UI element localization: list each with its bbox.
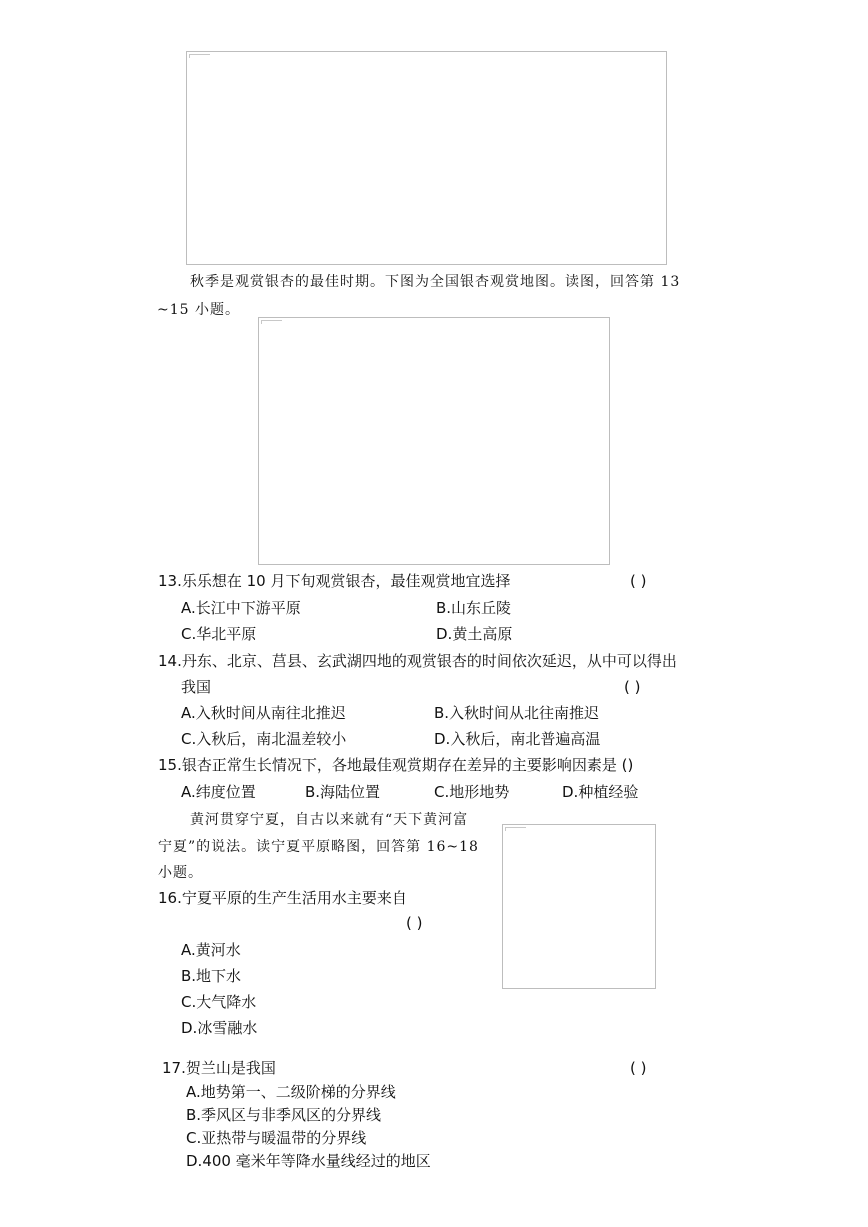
q17-answer-paren: ( ) — [630, 1059, 647, 1077]
q13-stem: 13.乐乐想在 10 月下旬观赏银杏，最佳观赏地宜选择 — [158, 572, 511, 590]
q14-answer-paren: ( ) — [624, 678, 641, 696]
intro-16-18-line3: 小题。 — [158, 865, 203, 881]
q13-option-d: D.黄土高原 — [436, 625, 513, 643]
q17-stem: 17.贺兰山是我国 — [162, 1059, 276, 1077]
broken-image-icon — [261, 320, 282, 324]
q13-option-b: B.山东丘陵 — [436, 599, 512, 617]
broken-image-icon — [189, 54, 210, 58]
q14-stem-line2: 我国 — [181, 678, 212, 696]
q13-answer-paren: ( ) — [630, 572, 647, 590]
ginkgo-map-figure — [258, 317, 610, 565]
q13-option-c: C.华北平原 — [181, 625, 257, 643]
intro-16-18-line1: 黄河贯穿宁夏，自古以来就有“天下黄河富 — [190, 812, 469, 828]
q17-option-b: B.季风区与非季风区的分界线 — [186, 1106, 382, 1124]
q13-option-a: A.长江中下游平原 — [181, 599, 301, 617]
q16-option-c: C.大气降水 — [181, 993, 257, 1011]
q14-option-d: D.入秋后，南北普遍高温 — [434, 730, 601, 748]
q15-option-a: A.纬度位置 — [181, 783, 256, 801]
broken-image-icon — [505, 827, 526, 831]
q15-option-d: D.种植经验 — [562, 783, 639, 801]
q14-option-c: C.入秋后，南北温差较小 — [181, 730, 347, 748]
q14-stem-line1: 14.丹东、北京、莒县、玄武湖四地的观赏银杏的时间依次延迟，从中可以得出 — [158, 652, 677, 670]
intro-16-18-line2: 宁夏”的说法。读宁夏平原略图，回答第 16~18 — [158, 839, 479, 855]
q15-option-c: C.地形地势 — [434, 783, 510, 801]
q16-option-b: B.地下水 — [181, 967, 242, 985]
top-figure — [186, 51, 667, 265]
ningxia-plain-map-figure — [502, 824, 656, 989]
q17-option-c: C.亚热带与暖温带的分界线 — [186, 1129, 367, 1147]
q16-option-d: D.冰雪融水 — [181, 1019, 258, 1037]
q17-option-a: A.地势第一、二级阶梯的分界线 — [186, 1083, 396, 1101]
q16-answer-paren: ( ) — [406, 914, 423, 932]
q16-stem: 16.宁夏平原的生产生活用水主要来自 — [158, 889, 407, 907]
q14-option-b: B.入秋时间从北往南推迟 — [434, 704, 600, 722]
q17-option-d: D.400 毫米年等降水量线经过的地区 — [186, 1152, 431, 1170]
intro-13-15-line2: ~15 小题。 — [157, 302, 240, 318]
q15-stem: 15.银杏正常生长情况下，各地最佳观赏期存在差异的主要影响因素是 () — [158, 756, 634, 774]
q15-option-b: B.海陆位置 — [305, 783, 381, 801]
q16-option-a: A.黄河水 — [181, 941, 241, 959]
q14-option-a: A.入秋时间从南往北推迟 — [181, 704, 346, 722]
intro-13-15-line1: 秋季是观赏银杏的最佳时期。下图为全国银杏观赏地图。读图，回答第 13 — [190, 274, 681, 290]
